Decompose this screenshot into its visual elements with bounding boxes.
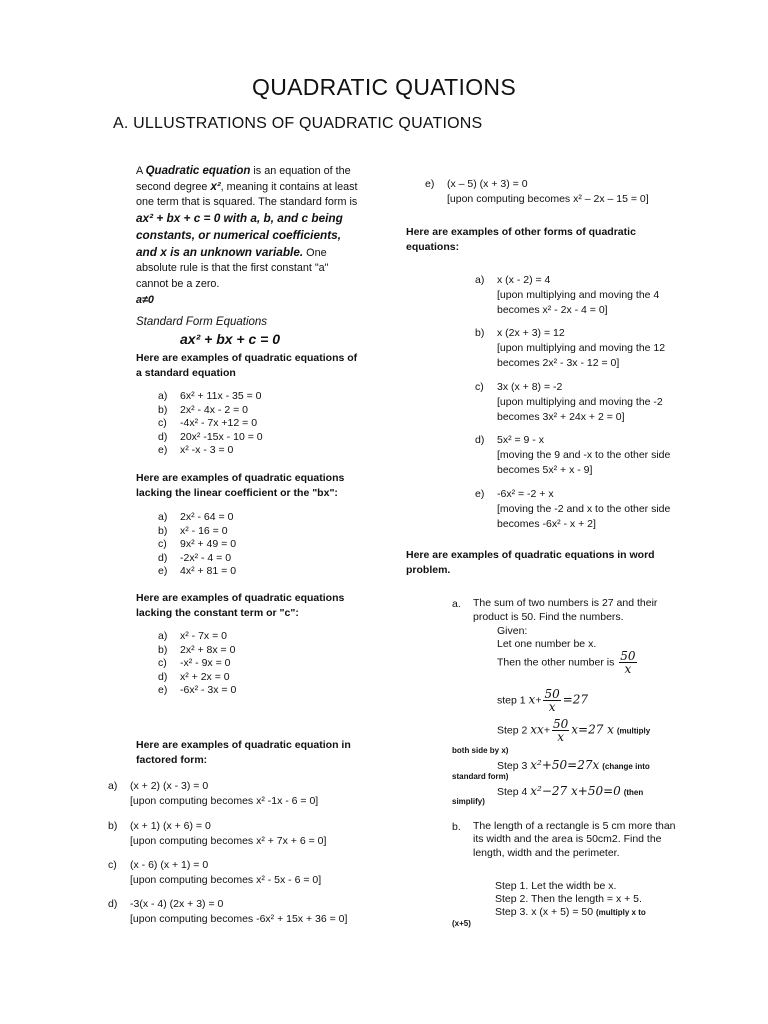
factored-intro: Here are examples of quadratic equation in factored form: [136,739,351,766]
lack-constant-item [158,671,236,685]
lack-constant-item [158,644,236,658]
page-title: QUADRATIC QUATIONS [252,74,516,100]
standard-equation-item [158,417,263,431]
word-a-then: Then the other number is $\frac{50}{x}$ [497,649,636,676]
computation-note: [upon multiplying and moving the -2 becomes 3x² + 24x + 2 = 0] [497,396,663,423]
equation-text: (x + 1) (x + 6) = 0 [130,820,211,832]
computation-note: [upon computing becomes x² -1x - 6 = 0] [130,795,319,807]
list-marker: a) [158,390,168,402]
factored-d [108,897,368,927]
computation-note: [moving the 9 and -x to the other side becomes 5x² + x - 9] [497,449,671,476]
lack-linear-list [158,511,236,579]
list-marker: e) [425,178,435,190]
lack-constant-item [158,657,236,671]
list-marker: b) [108,820,118,832]
word-a-step1: step 1 x+ $\frac{50}{x}$ =27 [497,687,589,714]
standard-equation: ax² + bx + c = 0 [180,331,281,347]
list-marker: d) [475,434,485,446]
equation-text: (x + 2) (x - 3) = 0 [130,780,209,792]
computation-note: [moving the -2 and x to the other side becomes -6x² - x + 2] [497,503,671,530]
list-marker: b) [475,327,485,339]
list-marker: b) [158,524,168,537]
equation-text: x (x - 2) = 4 [497,274,551,286]
list-marker: e) [158,565,168,577]
equation-text: 4x² + 81 = 0 [180,565,237,577]
word-b-marker: b. [452,821,461,833]
equation-text: -6x² - 3x = 0 [180,684,237,696]
word-a-let: Let one number be x. [497,638,597,650]
word-a-text: The sum of two numbers is 27 and their product is 50. Find the numbers. [473,597,658,623]
equation-text: x² -x - 3 = 0 [180,444,234,456]
list-marker: c) [158,657,167,669]
other-form-a [475,273,675,318]
word-a-step4-note: simplify) [452,797,485,806]
list-marker: a) [158,630,168,642]
list-marker: c) [475,381,484,393]
word-b-steps: Step 1. Let the width be x. Step 2. Then the length = x + 5. Step 3. x (x + 5) = 50 (multiply x to [495,880,646,918]
computation-note: [upon multiplying and moving the 4 becomes x² - 2x - 4 = 0] [497,289,660,316]
lack-linear-intro: Here are examples of quadratic equations lacking the linear coefficient or the "bx": [136,472,345,499]
equation-text: -2x² - 4 = 0 [180,551,232,564]
standard-list [158,390,263,458]
equation-text: -6x² = -2 + x [497,488,554,500]
equation-text: (x – 5) (x + 3) = 0 [447,178,528,190]
section-heading: A. ULLUSTRATIONS OF QUADRATIC QUATIONS [113,115,483,132]
equation-text: -x² - 9x = 0 [180,657,231,669]
computation-note: [upon computing becomes -6x² + 15x + 36 = 0] [130,913,348,925]
computation-note: [upon computing becomes x² + 7x + 6 = 0] [130,835,327,847]
list-marker: d) [108,898,118,910]
word-a-step3-note: standard form) [452,772,509,781]
standard-equation-item [158,390,263,404]
equation-text: 3x (x + 8) = -2 [497,381,563,393]
word-a-step3: Step 3 x²+50=27x (change into [497,758,650,772]
equation-text: 2x² + 8x = 0 [180,643,236,656]
list-marker: e) [158,444,168,456]
list-marker: c) [108,859,117,871]
lack-constant-intro: Here are examples of quadratic equations lacking the constant term or "c": [136,592,345,619]
equation-text: -3(x - 4) (2x + 3) = 0 [130,898,224,910]
equation-text: x² + 2x = 0 [180,670,230,683]
list-marker: a) [108,780,118,792]
lack-linear-item [158,525,236,539]
lack-linear-item [158,511,236,525]
word-a-step4: Step 4 x²−27 x+50=0 (then [497,784,644,798]
lack-constant-item [158,684,236,698]
list-marker: a) [475,274,485,286]
equation-text: 20x² -15x - 10 = 0 [180,430,263,443]
other-form-c [475,380,675,425]
fraction-50-over-x: $\frac{50}{x}$ [620,649,636,676]
word-b-text: The length of a rectangle is 5 cm more than its width and the area is 50cm2. Find the length, width and the perimeter. [473,820,676,859]
factored-e [425,177,685,207]
lack-linear-item [158,565,236,579]
standard-equation-item [158,431,263,445]
list-marker: b) [158,403,168,416]
word-a-marker: a. [452,598,461,610]
other-form-b [475,326,675,371]
factored-b [108,819,368,849]
list-marker: b) [158,643,168,656]
standard-equation-item [158,444,263,458]
list-marker: d) [158,551,168,564]
equation-text: 6x² + 11x - 35 = 0 [180,390,262,402]
equation-text: 9x² + 49 = 0 [180,538,237,550]
list-marker: c) [158,538,167,550]
word-problem-intro: Here are examples of quadratic equations in word problem. [406,549,655,576]
equation-text: 5x² = 9 - x [497,434,544,446]
standard-equation-item [158,404,263,418]
lack-constant-list [158,630,236,698]
computation-note: [upon computing becomes x² - 5x - 6 = 0] [130,874,322,886]
factored-a [108,779,368,809]
computation-note: [upon computing becomes x² – 2x – 15 = 0] [447,193,649,205]
word-a-step2-note: both side by x) [452,746,509,755]
equation-text: x (2x + 3) = 12 [497,327,565,339]
word-b-step3-note: (x+5) [452,919,471,928]
list-marker: d) [158,430,168,443]
lack-linear-item [158,552,236,566]
lack-constant-item [158,630,236,644]
equation-text: x² - 16 = 0 [180,524,228,537]
standard-heading: Standard Form Equations [136,316,268,328]
equation-text: 2x² - 64 = 0 [180,511,234,523]
word-a-step2: Step 2 xx+ $\frac{50}{x}$ x=27 x (multiply [497,717,651,744]
standard-intro: Here are examples of quadratic equations of a standard equation [136,352,358,379]
equation-text: (x - 6) (x + 1) = 0 [130,859,209,871]
equation-text: 2x² - 4x - 2 = 0 [180,403,248,416]
list-marker: a) [158,511,168,523]
word-a-given: Given: [497,625,528,637]
list-marker: d) [158,670,168,683]
list-marker: e) [475,488,485,500]
factored-c [108,858,368,888]
list-marker: c) [158,417,167,429]
equation-text: -4x² - 7x +12 = 0 [180,417,258,429]
equation-text: x² - 7x = 0 [180,630,227,642]
list-marker: e) [158,684,168,696]
intro-paragraph: A Quadratic equation is an equation of the second degree x², meaning it contains at least one term that is squared. The standard form is ax² + bx + c = 0 with a, b, and c being constants, or numerical coefficients, and x is an unknown variable. One absolute rule is that the first constant "a" cannot be a zero. a≠0 [136,165,358,306]
other-form-d [475,433,675,478]
computation-note: [upon multiplying and moving the 12 becomes 2x² - 3x - 12 = 0] [497,342,666,369]
other-form-e [475,487,675,532]
other-forms-intro: Here are examples of other forms of quadratic equations: [406,226,636,253]
lack-linear-item [158,538,236,552]
